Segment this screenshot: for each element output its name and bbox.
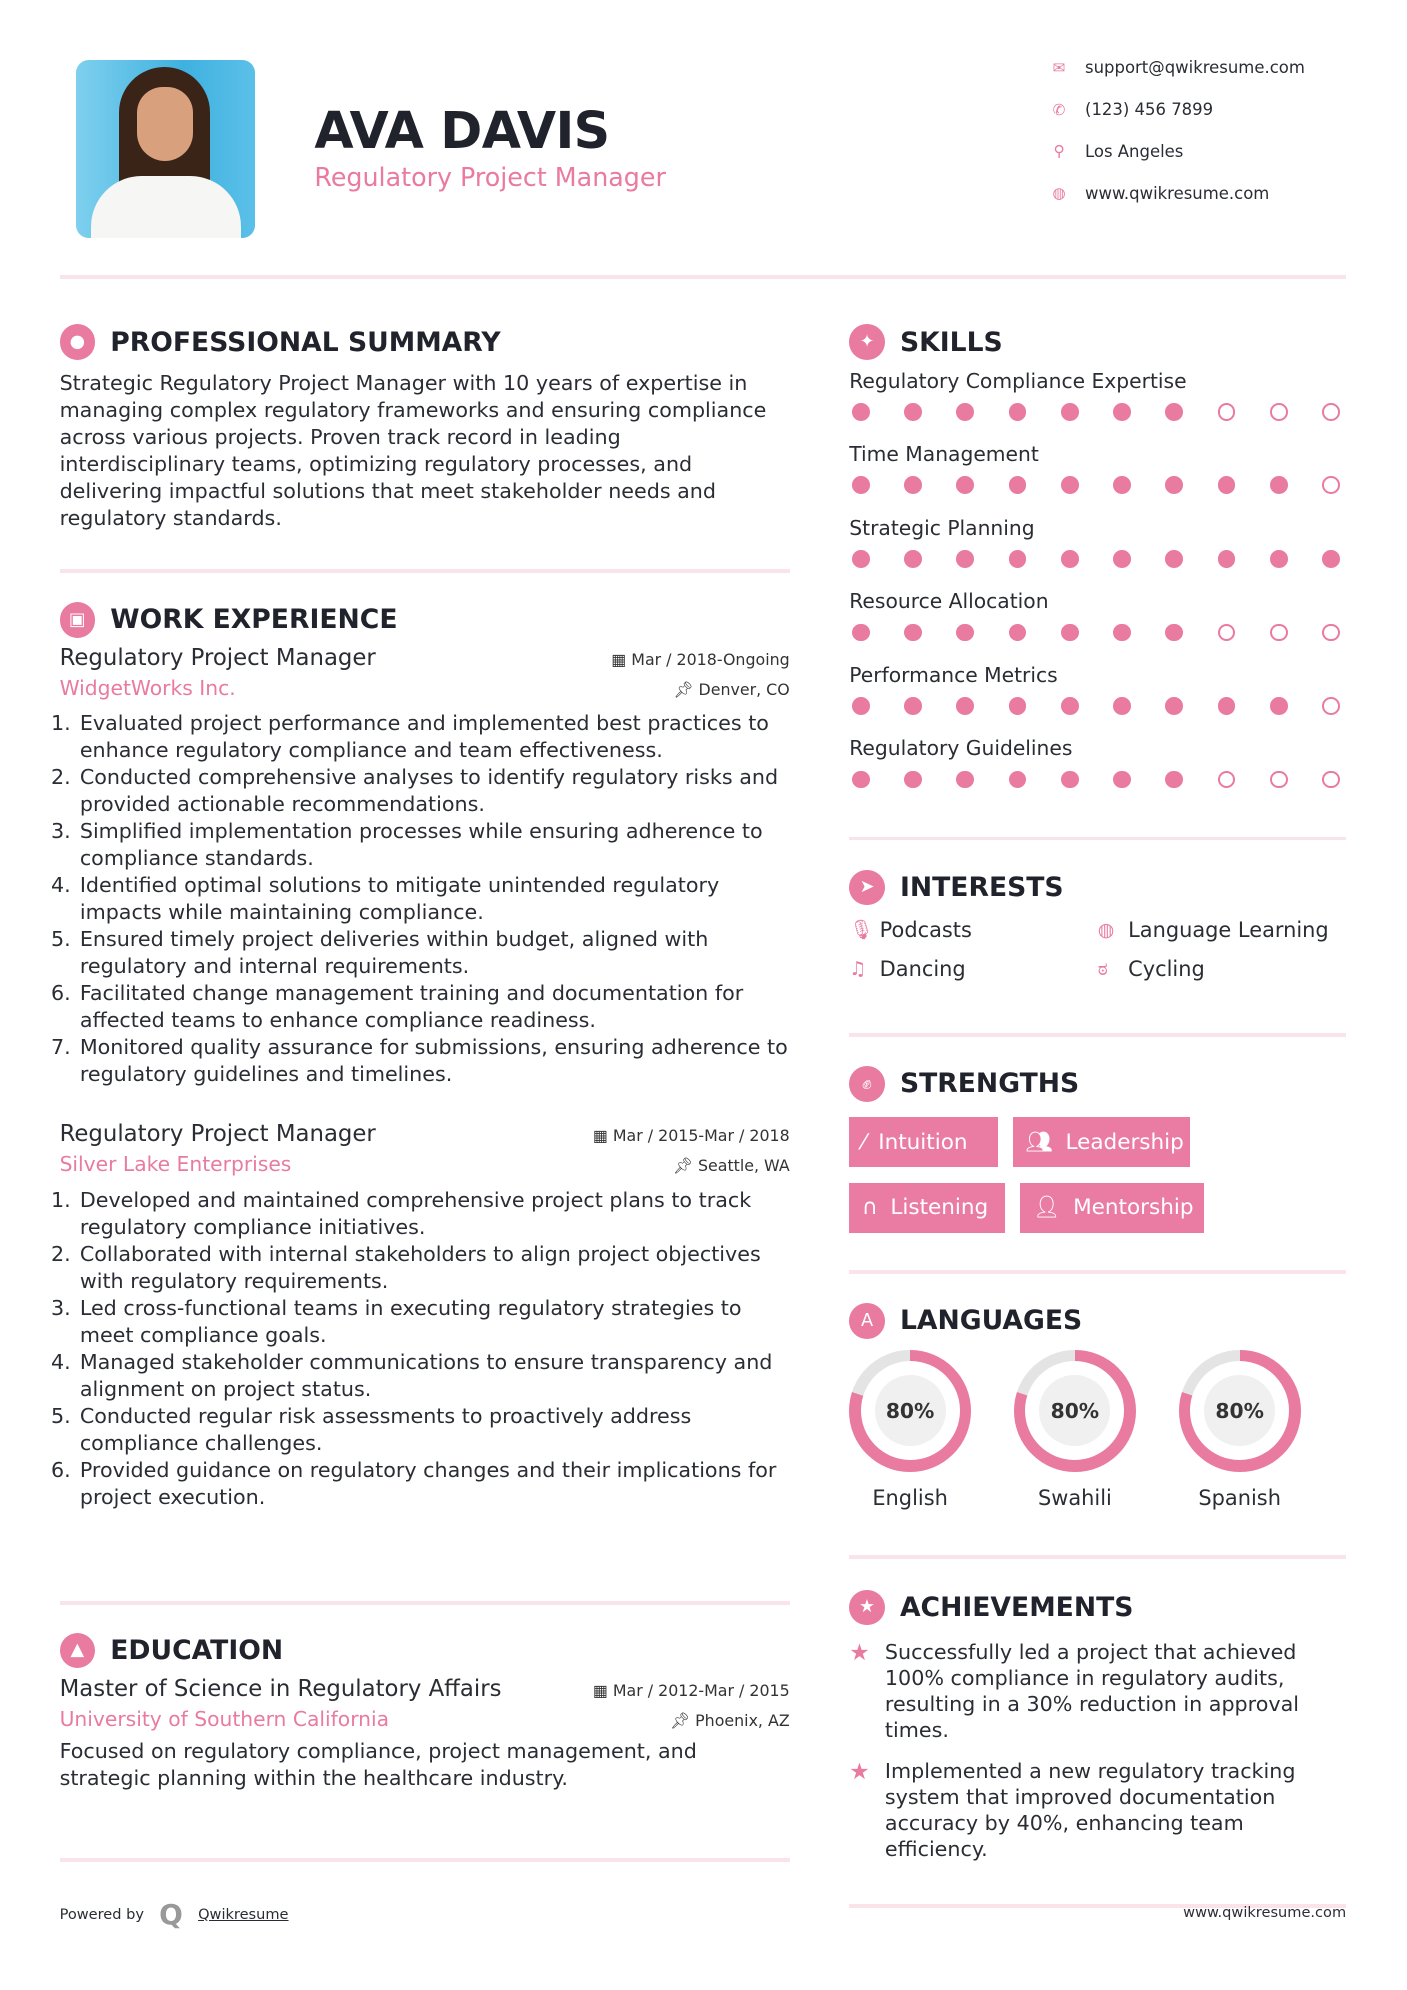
skill-dot [1009,550,1027,568]
skill-dot [904,624,922,642]
skill-rating [852,476,1340,494]
calendar-icon: ▦ [592,1126,613,1146]
skill-rating [852,697,1340,715]
skill-dot [1270,624,1288,642]
phone-icon: ✆ [1052,100,1066,119]
skill-dot [1218,550,1236,568]
profile-photo [76,60,255,239]
strength-label: Listening [890,1195,989,1221]
skill-dot [852,476,870,494]
user-icon: ● [60,324,95,359]
job-bullet: 5. Ensured timely project deliveries within budget, aligned with regulatory and internal requirements. [77,926,789,980]
job-bullet: 1. Evaluated project performance and implemented best practices to enhance regulatory compliance and team effectiveness. [77,710,789,764]
skill-dot [956,771,974,789]
skill-dot [1218,403,1236,421]
brand-link[interactable]: Qwikresume [198,1905,289,1923]
skill-dot [1165,476,1183,494]
skill-dot [1270,403,1288,421]
language-percent: 80% [875,1375,946,1446]
divider [60,1858,790,1862]
divider [60,1601,790,1605]
job-bullet: 2. Collaborated with internal stakeholders to align project objectives with regulatory requirements. [77,1241,789,1295]
interest-label: Cycling [1128,956,1205,981]
candidate-name: AVA DAVIS [314,101,610,161]
skills-section [849,324,1346,809]
achievement-item [849,1759,1346,1863]
job-bullet: 3. Led cross-functional teams in executing regulatory strategies to meet compliance goals. [77,1295,789,1349]
skill-dot [852,771,870,789]
skill-dot [1165,771,1183,789]
skill-rating [852,624,1340,642]
strengths-section [849,1066,1346,1101]
globe-icon: ◍ [1052,184,1066,203]
job-bullet: 7. Monitored quality assurance for submissions, ensuring adherence to regulatory guidelines and timelines. [77,1034,789,1088]
school: University of Southern California [59,1706,390,1731]
envelope-icon: ✉ [1052,58,1066,77]
strength-label: Mentorship [1073,1195,1194,1221]
user-plus-icon: 👤︎ [1033,1195,1061,1221]
language-donut [1014,1350,1136,1472]
skill-dot [956,476,974,494]
section-heading: WORK EXPERIENCE [110,604,398,636]
skill-dot [1270,697,1288,715]
job-bullets [60,710,790,1088]
skill-dot [1322,476,1340,494]
job-location: Seattle, WA [697,1156,790,1176]
microphone-icon: 🎙︎ [849,919,874,942]
job-bullet: 6. Facilitated change management training and documentation for affected teams to enhance compliance readiness. [77,980,789,1034]
interest-item [1098,918,1346,942]
job-bullet: 6. Provided guidance on regulatory changes and their implications for project execution. [77,1457,789,1511]
skill-dot [1113,697,1131,715]
divider [849,1033,1346,1037]
company-name: WidgetWorks Inc. [59,676,236,701]
skill-dot [1165,550,1183,568]
footer-powered [60,1898,289,1931]
divider [849,1555,1346,1559]
skill-rating [852,403,1340,421]
interest-item [849,918,1097,942]
education-section [60,1633,790,1793]
candidate-title: Regulatory Project Manager [314,162,666,193]
language-name: Spanish [1198,1485,1281,1510]
strength-label: Intuition [878,1129,968,1155]
powered-by-text: Powered by [59,1905,144,1923]
strength-tag [849,1183,1005,1234]
job-bullet: 4. Identified optimal solutions to mitigate unintended regulatory impacts while maintaining compliance. [77,872,789,926]
job-bullets [60,1187,790,1511]
section-heading: ACHIEVEMENTS [899,1591,1134,1623]
strength-tag [1020,1183,1204,1234]
education-location: Phoenix, AZ [695,1710,790,1730]
skill-dot [1218,697,1236,715]
lightbulb-icon: ✦ [849,324,884,359]
job-bullet: 2. Conducted comprehensive analyses to identify regulatory risks and provided actionable recommendations. [77,764,789,818]
skill-dot [1061,476,1079,494]
interest-label: Podcasts [879,917,972,942]
section-heading: STRENGTHS [899,1068,1080,1100]
contact-phone [1051,100,1213,119]
skill-item [849,442,1346,516]
skill-item [849,736,1346,810]
skill-dot [1218,476,1236,494]
language-donut [1179,1350,1301,1472]
achievements-section [849,1590,1346,1864]
company-name: Silver Lake Enterprises [59,1152,292,1177]
skill-dot [1061,697,1079,715]
interest-label: Language Learning [1128,917,1329,942]
skill-dot [1270,771,1288,789]
skill-dot [852,550,870,568]
skill-name: Resource Allocation [849,589,1049,614]
interests-section [849,870,1346,981]
skill-name: Regulatory Compliance Expertise [849,368,1187,393]
skill-dot [1061,771,1079,789]
skill-item [849,589,1346,663]
star-icon: ★ [849,1759,870,1786]
skill-dot [1270,550,1288,568]
globe-icon: ◍ [1097,918,1115,941]
experience-section [60,602,790,1510]
skill-dot [1322,624,1340,642]
strength-tag [849,1117,997,1168]
skill-dot [1165,403,1183,421]
language-name: Swahili [1037,1485,1112,1510]
contact-text: (123) 456 7899 [1085,100,1214,120]
skill-dot [1009,403,1027,421]
qwikresume-logo-icon: Q [159,1897,183,1931]
job-entry [60,645,790,1088]
skill-dot [1009,697,1027,715]
skill-dot [956,550,974,568]
skill-dot [1113,550,1131,568]
job-bullet: 3. Simplified implementation processes while ensuring adherence to compliance standards. [77,818,789,872]
skill-name: Strategic Planning [849,515,1035,540]
interest-item [1098,957,1346,981]
section-heading: SKILLS [899,326,1003,358]
skill-item [849,663,1346,737]
star-icon: ★ [849,1590,884,1625]
contact-text: Los Angeles [1085,141,1184,161]
job-location: Denver, CO [698,680,790,700]
section-heading: INTERESTS [899,871,1064,903]
skill-dot [904,771,922,789]
interest-label: Dancing [879,956,966,981]
education-date: Mar / 2012-Mar / 2015 [612,1680,790,1700]
achievement-text: Successfully led a project that achieved 100% compliance in regulatory audits, resulting in a 30% reduction in approval times. [884,1640,1299,1743]
skill-dot [1061,403,1079,421]
divider [849,837,1346,841]
pin-icon: 📌︎ [670,1710,696,1730]
job-bullet: 1. Developed and maintained comprehensive project plans to track regulatory compliance initiatives. [77,1187,789,1241]
skill-dot [1322,697,1340,715]
pin-icon: 📌︎ [673,680,699,700]
skill-dot [1218,624,1236,642]
summary-section [60,324,790,532]
bicycle-icon: ಠ [1097,957,1108,980]
calendar-icon: ▦ [592,1680,613,1700]
fist-icon: ✊︎ [849,1066,884,1101]
summary-text: Strategic Regulatory Project Manager with 10 years of expertise in managing complex regulatory frameworks and ensuring compliance across various projects. Proven track record in leading interdisciplinary teams, optimizing regulatory processes, and delivering impactful solutions that meet stakeholder needs and regulatory standards. [59,371,767,531]
section-heading: LANGUAGES [899,1305,1083,1337]
skill-dot [904,550,922,568]
pin-icon: 📌︎ [672,1156,698,1176]
skill-name: Time Management [849,442,1039,467]
contact-text: www.qwikresume.com [1085,183,1270,203]
achievement-item [849,1640,1346,1744]
skill-dot [1218,771,1236,789]
skill-dot [956,697,974,715]
skill-item [849,369,1346,443]
map-marker-icon: ⚲ [1053,142,1065,161]
language-name: English [872,1485,948,1510]
language-percent: 80% [1204,1375,1275,1446]
interest-item [849,957,1097,981]
degree: Master of Science in Regulatory Affairs [59,1675,502,1702]
magic-wand-icon: ⁄ [861,1129,866,1155]
skill-dot [1165,697,1183,715]
skill-dot [1165,624,1183,642]
skill-dot [904,697,922,715]
strength-tag [1013,1117,1190,1168]
education-text: Focused on regulatory compliance, project management, and strategic planning within the healthcare industry. [59,1739,697,1791]
skill-dot [852,697,870,715]
skill-rating [852,771,1340,789]
skill-dot [1322,550,1340,568]
job-bullet: 5. Conducted regular risk assessments to proactively address compliance challenges. [77,1403,789,1457]
skill-dot [904,403,922,421]
paper-plane-icon: ➤ [849,870,884,905]
skill-dot [1322,771,1340,789]
job-title: Regulatory Project Manager [59,645,376,672]
divider [60,569,790,573]
skill-dot [852,624,870,642]
skill-dot [1113,476,1131,494]
language-icon: A [849,1303,884,1338]
skill-dot [1270,476,1288,494]
strength-label: Leadership [1065,1129,1184,1155]
skill-rating [852,550,1340,568]
skill-dot [1113,624,1131,642]
job-date: Mar / 2018-Ongoing [631,650,790,670]
skill-dot [1009,476,1027,494]
header-divider [60,275,1347,279]
contact-text: support@qwikresume.com [1085,58,1305,78]
achievement-text: Implemented a new regulatory tracking system that improved documentation accuracy by 40%, enhancing team efficiency. [884,1759,1296,1862]
skill-dot [1009,771,1027,789]
contact-location [1051,142,1184,161]
headphones-icon: ∩ [861,1195,878,1221]
skill-dot [1009,624,1027,642]
job-entry [60,1121,790,1510]
skill-dot [1322,403,1340,421]
divider [849,1270,1346,1274]
skill-name: Regulatory Guidelines [849,736,1073,761]
job-date: Mar / 2015-Mar / 2018 [612,1126,790,1146]
language-percent: 80% [1039,1375,1110,1446]
skill-dot [1061,624,1079,642]
skill-name: Performance Metrics [849,662,1058,687]
briefcase-icon: ▣ [60,602,95,637]
job-bullet: 4. Managed stakeholder communications to ensure transparency and alignment on project status. [77,1349,789,1403]
section-heading: PROFESSIONAL SUMMARY [110,326,501,358]
section-heading: EDUCATION [110,1634,284,1666]
skill-item [849,516,1346,590]
skill-dot [852,403,870,421]
job-title: Regulatory Project Manager [59,1121,376,1148]
graduation-cap-icon: ▲ [60,1633,95,1668]
skill-dot [956,403,974,421]
star-icon: ★ [849,1640,870,1667]
calendar-icon: ▦ [611,650,632,670]
music-icon: ♫ [849,957,867,980]
languages-section [849,1303,1346,1338]
skill-dot [1113,771,1131,789]
skill-dot [1113,403,1131,421]
language-donut [849,1350,971,1472]
contact-email[interactable] [1051,58,1305,77]
skill-dot [956,624,974,642]
skill-dot [1061,550,1079,568]
footer-website[interactable]: www.qwikresume.com [1183,1903,1347,1921]
contact-website[interactable] [1051,184,1270,203]
users-icon: 👥︎ [1025,1129,1053,1155]
skill-dot [904,476,922,494]
